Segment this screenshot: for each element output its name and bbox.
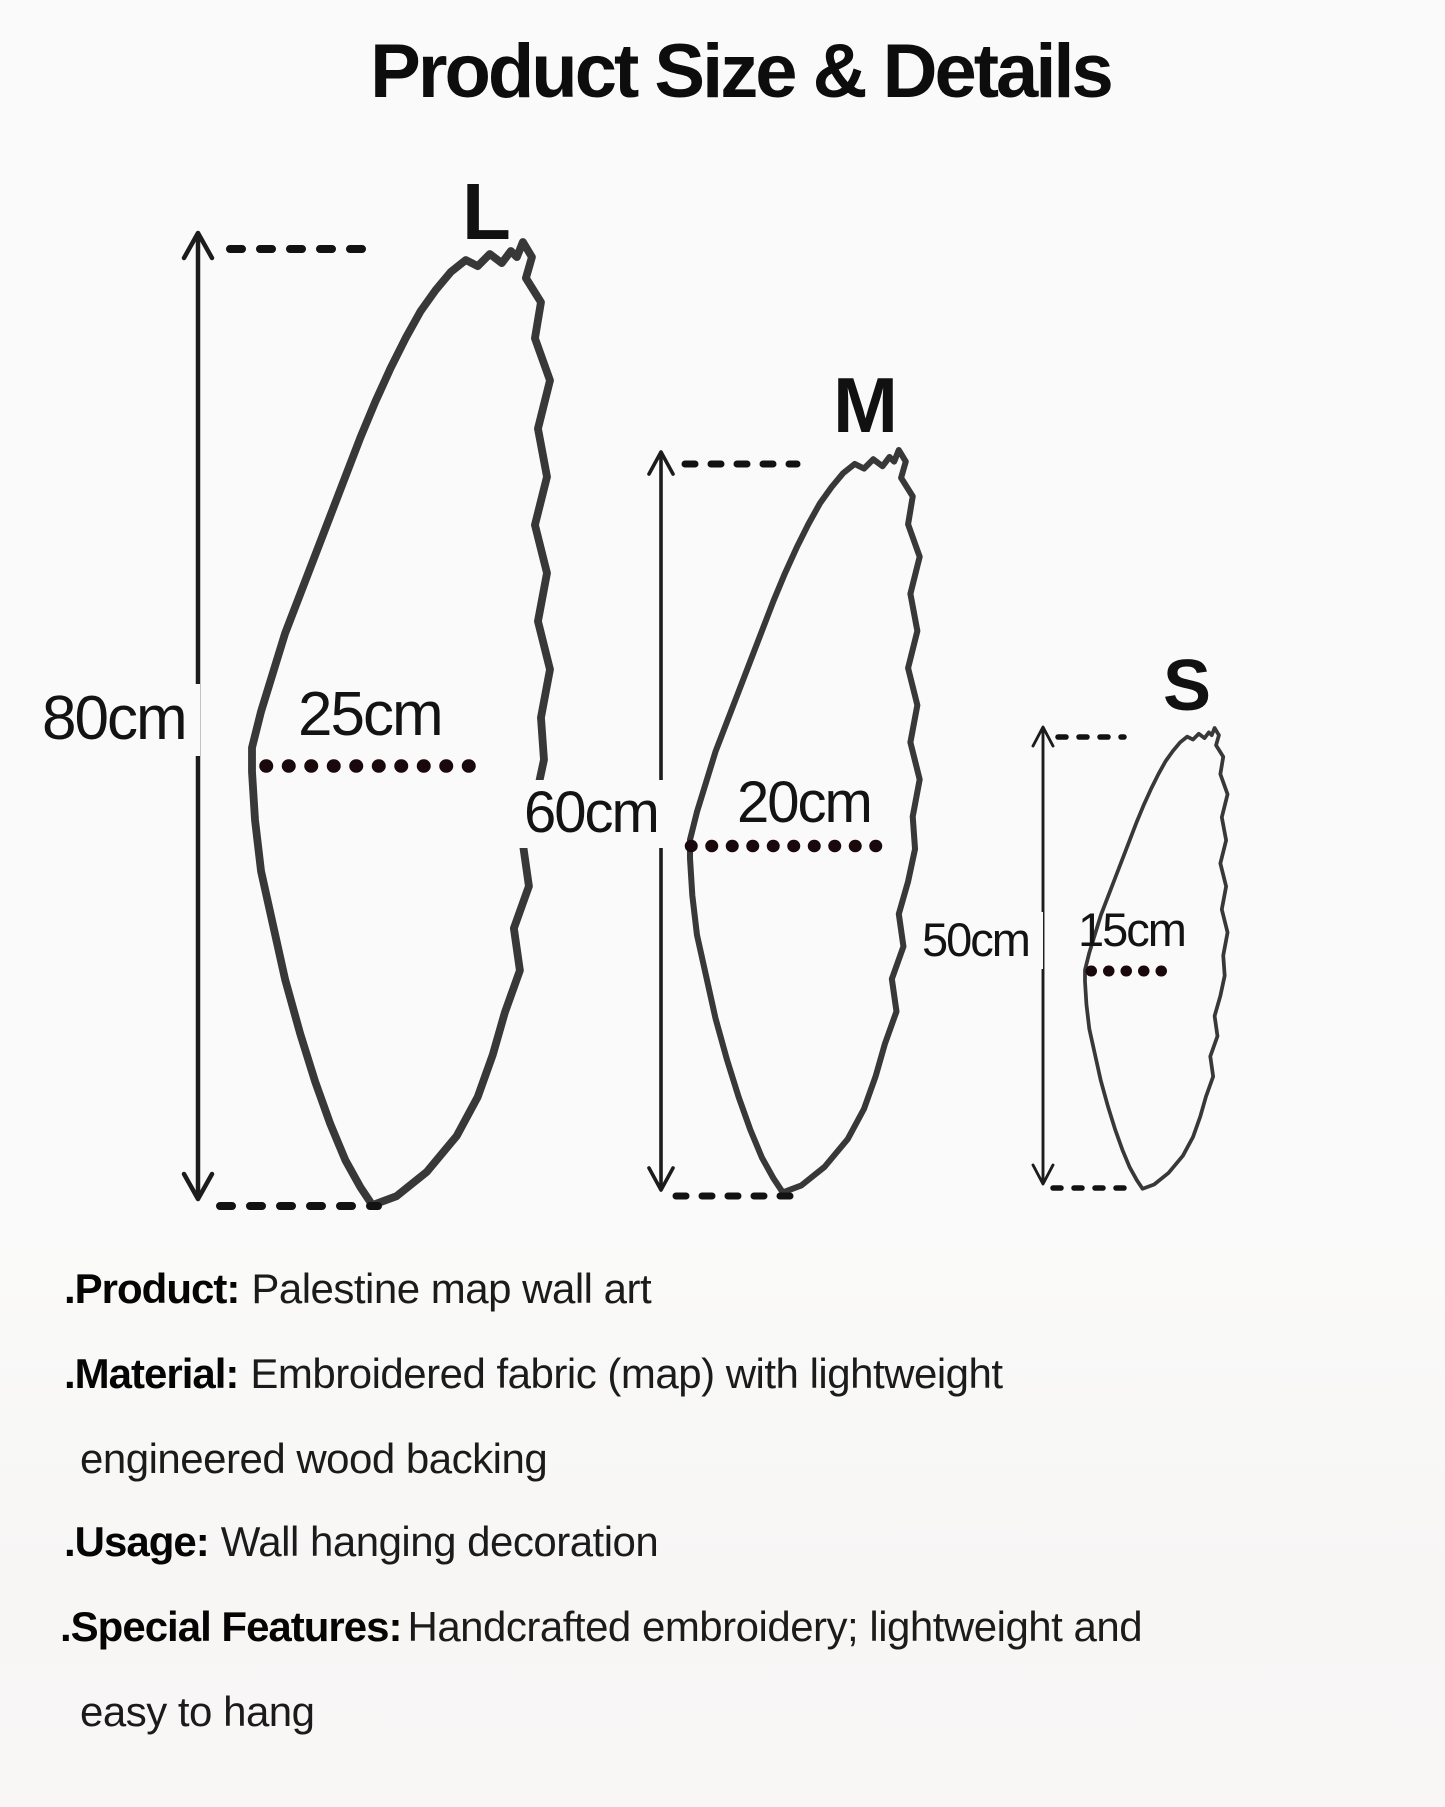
width-measurement-small: 15cm — [1078, 903, 1185, 956]
height-measurement-large: 80cm — [36, 684, 200, 756]
detail-line-material — [64, 1350, 1003, 1397]
height-measurement-small: 50cm — [916, 912, 1043, 969]
size-label-large: L — [462, 167, 511, 256]
size-label-medium: M — [833, 361, 898, 449]
width-measurement-large: 25cm — [298, 680, 442, 749]
width-measurement-medium: 20cm — [737, 770, 871, 835]
page-title: Product Size & Details — [370, 29, 1111, 114]
detail-value-material-continued: engineered wood backing — [80, 1435, 548, 1482]
detail-label-product: .Product: — [64, 1265, 240, 1312]
size-label-small: S — [1163, 646, 1212, 726]
detail-line-product — [64, 1265, 652, 1312]
detail-line-special-features-continued — [80, 1688, 315, 1735]
palestine-map-outline-small — [1085, 728, 1228, 1189]
detail-line-special-features — [60, 1603, 1143, 1650]
detail-label-special-features: .Special Features: — [60, 1603, 402, 1650]
detail-value-special-features-continued: easy to hang — [80, 1688, 315, 1735]
detail-label-usage: .Usage: — [64, 1518, 209, 1565]
detail-line-usage — [64, 1518, 659, 1565]
detail-value-special-features: Handcrafted embroidery; lightweight and — [407, 1603, 1143, 1650]
detail-value-product: Palestine map wall art — [251, 1265, 652, 1312]
detail-line-material-continued — [80, 1435, 548, 1482]
detail-value-material: Embroidered fabric (map) with lightweight — [250, 1350, 1003, 1397]
detail-label-material: .Material: — [64, 1350, 239, 1397]
detail-value-usage: Wall hanging decoration — [220, 1518, 659, 1565]
height-measurement-medium: 60cm — [518, 780, 672, 848]
